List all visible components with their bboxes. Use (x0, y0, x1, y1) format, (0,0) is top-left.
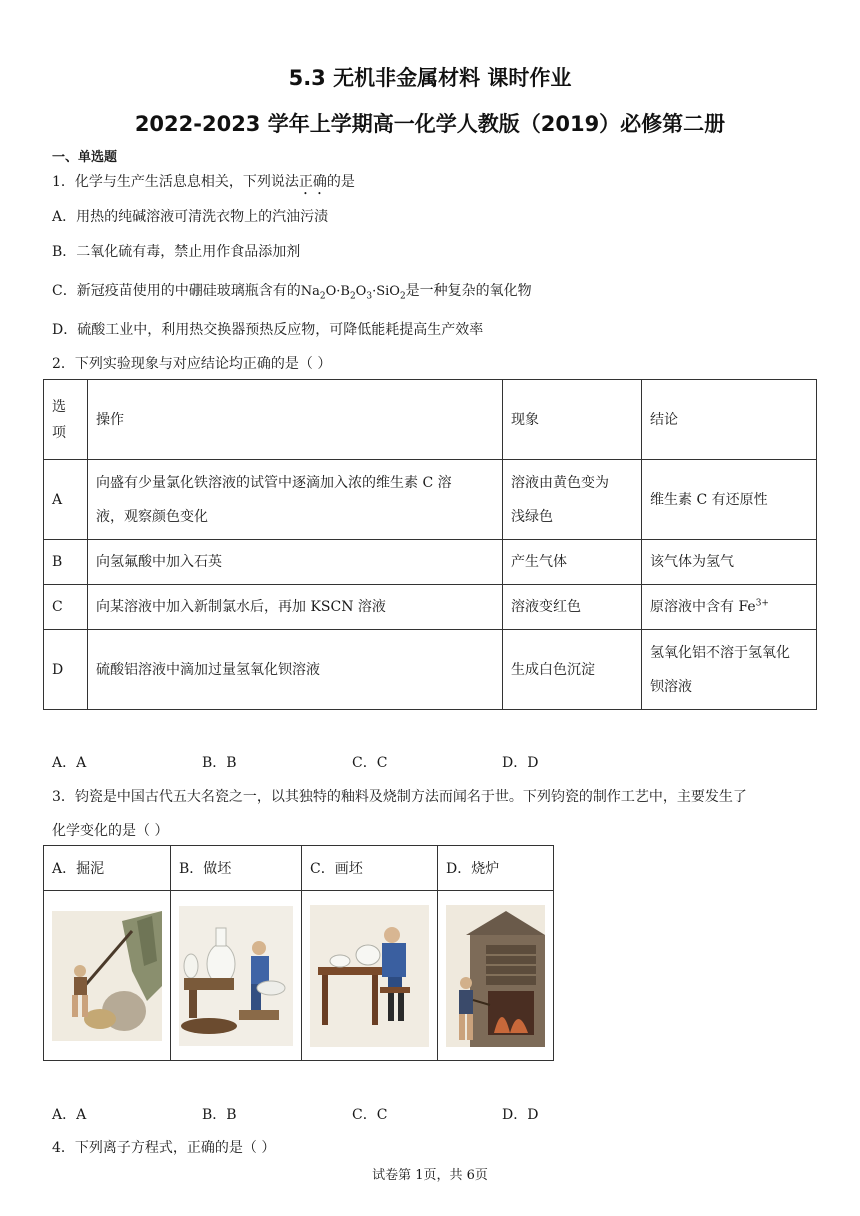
row-b-phenomenon: 产生气体 (503, 540, 642, 585)
making-blanks-illustration (179, 906, 293, 1046)
q1-option-c-prefix: C．新冠疫苗使用的中硼硅玻璃瓶含有的 (52, 283, 301, 299)
table-header-row (44, 846, 554, 891)
table-row (44, 585, 817, 630)
q3-answer-b[interactable]: B．B (202, 1107, 237, 1123)
q2-answer-a[interactable]: A．A (52, 755, 87, 771)
q3-image-cell-a (44, 891, 171, 1061)
row-d-phenomenon: 生成白色沉淀 (503, 630, 642, 710)
table-row (44, 460, 817, 540)
row-b-option: B (44, 540, 88, 585)
q3-header-c: C．画坯 (302, 846, 438, 891)
q3-image-row (44, 891, 554, 1061)
q2-answer-c[interactable]: C．C (352, 755, 388, 771)
header-option: 选 项 (44, 380, 88, 460)
q2-answer-d[interactable]: D．D (502, 755, 539, 771)
q1-stem (52, 171, 355, 198)
q2-answer-b[interactable]: B．B (202, 755, 237, 771)
q3-image-cell-c (302, 891, 438, 1061)
row-b-operation: 向氢氟酸中加入石英 (88, 540, 503, 585)
table-row (44, 630, 817, 710)
row-d-conclusion: 氢氧化铝不溶于氢氧化 钡溶液 (642, 630, 817, 710)
q4-stem: 4．下列离子方程式，正确的是（ ） (52, 1140, 276, 1156)
q3-answer-a[interactable]: A．A (52, 1107, 87, 1123)
q3-stem-line-2: 化学变化的是（ ） (52, 823, 169, 839)
q3-header-d: D．烧炉 (438, 846, 554, 891)
q1-stem-emphasis: 正确 (298, 174, 327, 190)
title-line-1: 5.3 无机非金属材料 课时作业 (288, 66, 572, 90)
row-a-operation: 向盛有少量氯化铁溶液的试管中逐滴加入浓的维生素 C 溶 液，观察颜色变化 (88, 460, 503, 540)
row-c-operation: 向某溶液中加入新制氯水后，再加 KSCN 溶液 (88, 585, 503, 630)
row-a-option: A (44, 460, 88, 540)
row-b-conclusion: 该气体为氢气 (642, 540, 817, 585)
row-d-option: D (44, 630, 88, 710)
header-phenomenon: 现象 (503, 380, 642, 460)
section-title: 一、单选题 (52, 150, 118, 165)
q1-option-b: B．二氧化硫有毒，禁止用作食品添加剂 (52, 244, 301, 260)
q3-answer-options (52, 1104, 752, 1124)
q3-answer-c[interactable]: C．C (352, 1107, 388, 1123)
q1-option-c (52, 280, 532, 300)
q3-image-cell-b (171, 891, 302, 1061)
page-footer: 试卷第 1页，共 6页 (372, 1168, 488, 1183)
q1-stem-prefix: 1．化学与生产生活息息相关，下列说法 (52, 174, 299, 190)
q3-header-a: A．掘泥 (44, 846, 171, 891)
header-operation: 操作 (88, 380, 503, 460)
table-row (44, 540, 817, 585)
q1-option-c-suffix: 是一种复杂的氧化物 (405, 283, 532, 299)
q3-answer-d[interactable]: D．D (502, 1107, 539, 1123)
q2-table (43, 379, 817, 710)
table-header-row (44, 380, 817, 460)
firing-kiln-illustration (446, 905, 545, 1047)
q1-stem-suffix: 的是 (326, 174, 355, 190)
q3-table (43, 845, 554, 1061)
title-line-2: 2022-2023 学年上学期高一化学人教版（2019）必修第二册 (134, 112, 726, 136)
q1-option-c-formula: $Na_2O\cdot B_2O_3\cdot SiO_2$ (300, 284, 406, 302)
painting-blanks-illustration (310, 905, 429, 1047)
row-a-phenomenon: 溶液由黄色变为 浅绿色 (503, 460, 642, 540)
q2-answer-options (52, 752, 752, 772)
row-a-conclusion: 维生素 C 有还原性 (642, 460, 817, 540)
digging-clay-illustration (52, 911, 162, 1041)
row-c-phenomenon: 溶液变红色 (503, 585, 642, 630)
q3-stem-line-1: 3．钧瓷是中国古代五大名瓷之一，以其独特的釉料及烧制方法而闻名于世。下列钧瓷的制作工艺中，主要发生了 (52, 789, 747, 805)
q1-option-a: A．用热的纯碱溶液可清洗衣物上的汽油污渍 (52, 209, 329, 225)
row-d-operation: 硫酸铝溶液中滴加过量氢氧化钡溶液 (88, 630, 503, 710)
row-c-conclusion: 原溶液中含有 $Fe^{3+}$ (642, 585, 817, 630)
q1-option-d: D．硫酸工业中，利用热交换器预热反应物，可降低能耗提高生产效率 (52, 322, 484, 338)
row-c-option: C (44, 585, 88, 630)
q3-header-b: B．做坯 (171, 846, 302, 891)
header-conclusion: 结论 (642, 380, 817, 460)
q3-image-cell-d (438, 891, 554, 1061)
q2-stem: 2．下列实验现象与对应结论均正确的是（ ） (52, 356, 332, 372)
